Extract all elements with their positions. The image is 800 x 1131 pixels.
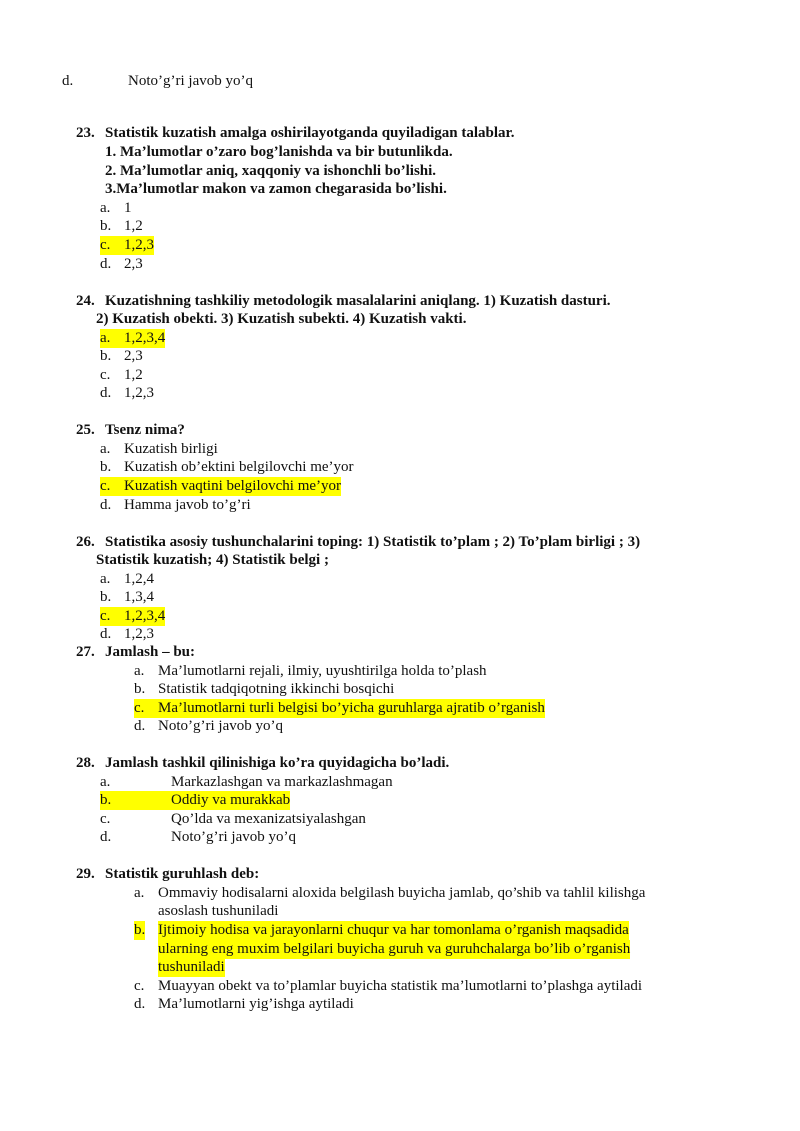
option-d-text-line: Ma’lumotlarni yig’ishga aytiladi — [158, 996, 354, 1012]
option-d: d. 1,2,3 — [100, 626, 154, 642]
option-b-text-line: Ijtimoiy hodisa va jarayonlarni chuqur va har tomonlama o’rganish maqsadida — [158, 922, 629, 938]
option-c: c. Qo’lda va mexanizatsiyalashgan — [100, 811, 366, 827]
option-c-correct: c. Kuzatish vaqtini belgilovchi me’yor — [100, 478, 342, 494]
option-d-letter: d. — [134, 996, 146, 1012]
question-25 — [76, 421, 185, 440]
question-28 — [76, 754, 449, 773]
option-d: d. 1,2,3 — [100, 385, 154, 401]
option-b-correct: b. Oddiy va murakkab — [100, 792, 291, 808]
option-a-text-line: asoslash tushuniladi — [158, 903, 279, 919]
question-27 — [76, 643, 195, 662]
option-c-correct: c. Ma’lumotlarni turli belgisi bo’yicha guruhlarga ajratib o’rganish — [134, 700, 545, 716]
requirement-item: 1. Ma’lumotlar o’zaro bog’lanishda va bir butunlikda. — [105, 144, 453, 160]
option-d: d. Noto’g’ri javob yo’q — [134, 718, 283, 734]
option-b: b. 1,3,4 — [100, 589, 154, 605]
option-a: a. 1,2,4 — [100, 571, 154, 587]
top-option-text: Noto’g’ri javob yo’q — [128, 73, 253, 89]
option-d: d. Hamma javob to’g’ri — [100, 497, 251, 513]
option-a-correct: a. 1,2,3,4 — [100, 330, 166, 346]
option-b: b. 1,2 — [100, 218, 143, 234]
requirement-item: 2. Ma’lumotlar aniq, xaqqoniy va ishonchli bo’lishi. — [105, 163, 437, 179]
question-title: Statistik guruhlash deb: — [105, 866, 260, 882]
question-26 — [76, 533, 640, 552]
question-number: 25. — [76, 422, 95, 438]
option-c: c. 1,2 — [100, 367, 143, 383]
question-title: Statistik kuzatish amalga oshirilayotganda quyiladigan talablar. — [105, 125, 515, 141]
option-c-correct: c. 1,2,3 — [100, 237, 154, 253]
option-d: d. Noto’g’ri javob yo’q — [100, 829, 296, 845]
option-b-text-line: ularning eng muxim belgilari buyicha guruh va guruhchalarga bo’lib o’rganish — [158, 941, 631, 957]
option-c-correct: c. 1,2,3,4 — [100, 608, 166, 624]
option-d: d. 2,3 — [100, 256, 143, 272]
question-24 — [76, 292, 611, 311]
question-number: 27. — [76, 644, 95, 660]
option-b-text-line: tushuniladi — [158, 959, 225, 975]
question-23 — [76, 124, 515, 143]
option-b: b. Statistik tadqiqotning ikkinchi bosqichi — [134, 681, 395, 697]
option-a-text-line: Ommaviy hodisalarni aloxida belgilash buyicha jamlab, qo’shib va tahlil kilishga — [158, 885, 646, 901]
question-title: Kuzatishning tashkiliy metodologik masalalarini aniqlang. 1) Kuzatish dasturi. — [105, 293, 611, 309]
option-c-letter: c. — [134, 978, 145, 994]
question-29 — [76, 865, 259, 884]
question-number: 24. — [76, 293, 95, 309]
option-a: a. Kuzatish birligi — [100, 441, 218, 457]
requirement-item: 3.Ma’lumotlar makon va zamon chegarasida bo’lishi. — [105, 181, 447, 197]
option-b: b. Kuzatish ob’ektini belgilovchi me’yor — [100, 459, 354, 475]
question-number: 29. — [76, 866, 95, 882]
option-a: a. Ma’lumotlarni rejali, ilmiy, uyushtirilga holda to’plash — [134, 663, 487, 679]
question-number: 23. — [76, 125, 95, 141]
question-title: Tsenz nima? — [105, 422, 185, 438]
question-title-continued: 2) Kuzatish obekti. 3) Kuzatish subekti. 4) Kuzatish vakti. — [96, 311, 467, 327]
option-a-letter: a. — [134, 885, 145, 901]
option-a: a. 1 — [100, 200, 132, 216]
option-c-text-line: Muayyan obekt va to’plamlar buyicha statistik ma’lumotlarni to’plashga aytiladi — [158, 978, 643, 994]
question-title: Statistika asosiy tushunchalarini toping: 1) Statistik to’plam ; 2) To’plam birligi ; 3) — [105, 534, 641, 550]
question-title: Jamlash tashkil qilinishiga ko’ra quyidagicha bo’ladi. — [105, 755, 450, 771]
option-b: b. 2,3 — [100, 348, 143, 364]
question-title-continued: Statistik kuzatish; 4) Statistik belgi ; — [96, 552, 329, 568]
top-option-letter: d. — [62, 73, 74, 89]
question-title: Jamlash – bu: — [105, 644, 196, 660]
question-number: 26. — [76, 534, 95, 550]
option-a: a. Markazlashgan va markazlashmagan — [100, 774, 393, 790]
question-number: 28. — [76, 755, 95, 771]
option-b-letter: b. — [134, 922, 146, 938]
